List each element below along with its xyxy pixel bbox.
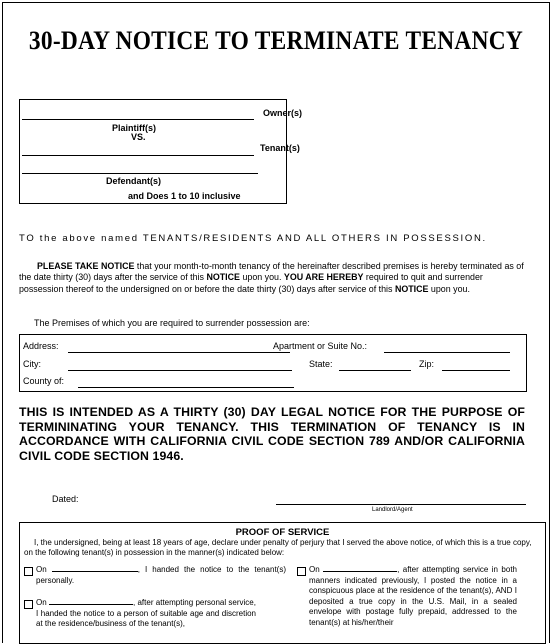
apartment-field[interactable] <box>384 352 510 353</box>
option-on-label: On <box>36 565 47 574</box>
county-label: County of: <box>23 376 65 386</box>
city-field[interactable] <box>68 370 292 371</box>
address-label: Address: <box>23 341 59 351</box>
address-field[interactable] <box>68 352 290 353</box>
city-label: City: <box>23 359 41 369</box>
posting-service-option <box>309 565 517 628</box>
state-field[interactable] <box>339 370 411 371</box>
defendants-label: Defendant(s) <box>106 176 162 186</box>
owners-label: Owner(s) <box>263 108 303 118</box>
posting-service-checkbox[interactable] <box>297 567 306 576</box>
signature-line[interactable] <box>276 504 526 505</box>
plaintiffs-label: Plaintiff(s) <box>112 123 156 133</box>
substitute-service-text: , after attempting personal service, I handed the notice to a person of suitable age and discretion at the residence/business of the tenant(s), <box>36 598 256 628</box>
personal-service-text: , I handed the notice to the tenant(s) personally. <box>36 565 286 585</box>
notice-text-6: required to quit and surrender possession thereof to the undersigned on or before the date thirty (30) days after service of this <box>19 272 483 294</box>
vs-label: VS. <box>131 132 146 142</box>
owner-line[interactable] <box>22 119 254 120</box>
zip-field[interactable] <box>442 370 510 371</box>
proof-of-service <box>19 522 546 644</box>
notice-text-7: NOTICE <box>394 283 429 294</box>
legal-notice: THIS IS INTENDED AS A THIRTY (30) DAY LEGAL NOTICE FOR THE PURPOSE OF TERMININATING YOUR TENANCY. THIS TERMINATION OF TENANCY IS IN ACCORDANCE WITH CALIFORNIA CIVIL CODE SECTION 789 AND/OR CALIFORNIA CIVIL CODE SECTION 1946. <box>19 405 525 463</box>
zip-label: Zip: <box>419 359 435 369</box>
notice-paragraph <box>19 261 527 295</box>
premises-intro: The Premises of which you are required to surrender possession are: <box>34 318 310 328</box>
addressee-line: TO the above named TENANTS/RESIDENTS AND ALL OTHERS IN POSSESSION. <box>19 233 487 244</box>
proof-title: PROOF OF SERVICE <box>235 527 330 538</box>
apartment-label: Apartment or Suite No.: <box>273 341 368 351</box>
personal-service-checkbox[interactable] <box>24 567 33 576</box>
option-on-label: On <box>36 598 47 607</box>
notice-text-4: upon you. <box>239 272 284 283</box>
substitute-service-checkbox[interactable] <box>24 600 33 609</box>
notice-text-1: PLEASE TAKE NOTICE <box>37 261 135 271</box>
county-field[interactable] <box>78 387 294 388</box>
does-label: and Does 1 to 10 inclusive <box>128 191 241 201</box>
dated-label: Dated: <box>52 494 79 504</box>
tenant-line[interactable] <box>22 155 254 156</box>
option-on-label: On <box>309 565 320 574</box>
notice-text-2: that your month-to-month tenancy of the hereinafter described premises is hereby terminated as of the date thirty (30) days after the service of this <box>19 261 524 283</box>
notice-text-8: upon you. <box>428 283 470 294</box>
signature-label: Landlord/Agent <box>372 507 413 513</box>
form-title: 30-DAY NOTICE TO TERMINATE TENANCY <box>28 26 524 55</box>
proof-intro: I, the undersigned, being at least 18 years of age, declare under penalty of perjury that I served the above notice, of which this is a true copy, on the following tenant(s) in possession in the manner(s) indicated below: <box>24 538 532 557</box>
personal-service-option <box>36 565 286 586</box>
substitute-service-date-field[interactable] <box>49 604 133 605</box>
personal-service-date-field[interactable] <box>52 571 138 572</box>
premises-address-box <box>19 334 527 392</box>
state-label: State: <box>309 359 333 369</box>
notice-text-5: YOU ARE HEREBY <box>283 272 364 283</box>
posting-service-date-field[interactable] <box>323 571 397 572</box>
case-caption <box>19 99 303 204</box>
defendant-line[interactable] <box>22 173 258 174</box>
notice-text-3: NOTICE <box>206 272 240 283</box>
tenants-label: Tenant(s) <box>260 143 300 153</box>
substitute-service-option <box>36 598 256 630</box>
posting-service-text: , after attempting service in both manners indicated previously, I posted the notice in a conspicuous place at the residence of the tenant(s), AND I deposited a true copy in the U.S. Mail, in a sealed envelope with postage fully prepaid, addressed to the tenant(s) at his/her/their <box>309 565 517 627</box>
